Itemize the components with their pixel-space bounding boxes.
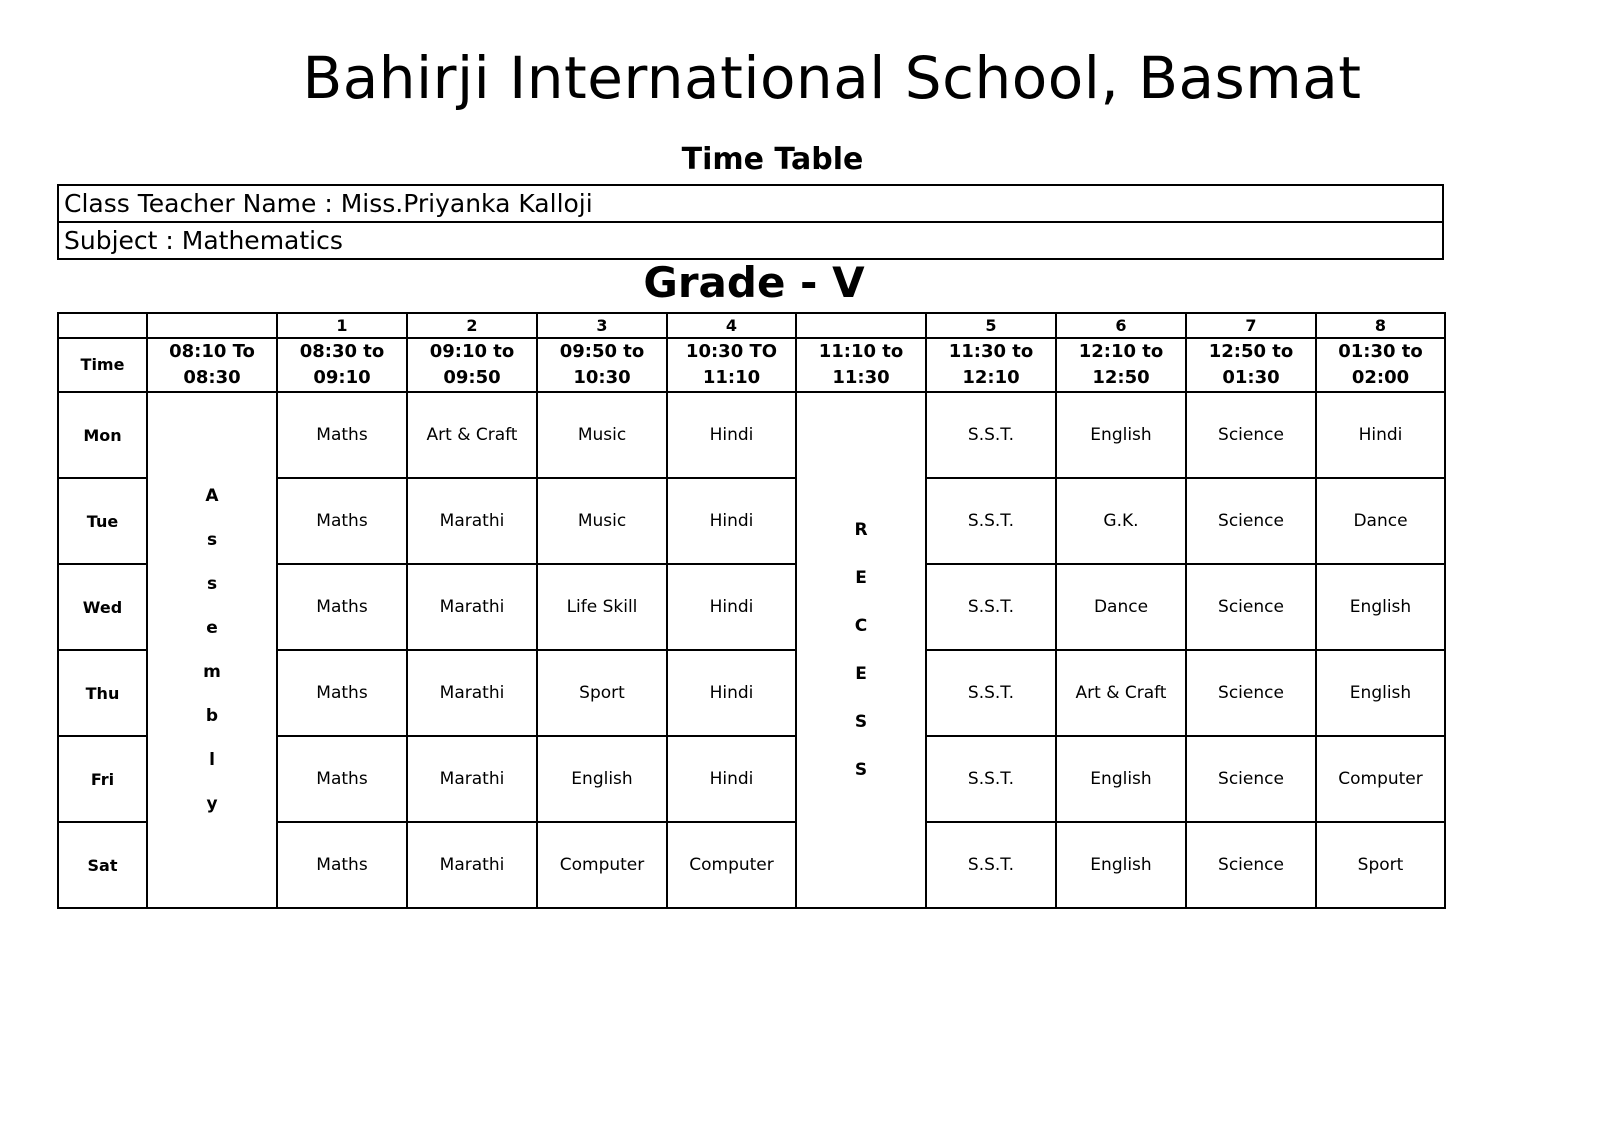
time-slot-start: 08:10 To (169, 341, 255, 362)
assembly-letter: m (203, 662, 221, 682)
assembly-letter: b (205, 706, 219, 726)
subject-cell: Sport (1316, 822, 1445, 908)
period-number: 8 (1316, 313, 1445, 338)
subject-cell: Marathi (407, 650, 537, 736)
recess-cell (796, 392, 926, 908)
time-slot (667, 338, 796, 392)
time-slot-end: 08:30 (183, 367, 241, 388)
subject-cell: Art & Craft (407, 392, 537, 478)
subject-cell: S.S.T. (926, 564, 1056, 650)
time-slot-start: 09:10 to (429, 341, 515, 362)
assembly-letter: A (205, 486, 219, 506)
time-slot-start: 12:10 to (1078, 341, 1164, 362)
time-slot (407, 338, 537, 392)
timetable-grid (57, 312, 1446, 909)
time-slot-end: 11:30 (832, 367, 890, 388)
time-slot-end: 10:30 (573, 367, 631, 388)
subject-cell: Marathi (407, 736, 537, 822)
period-number (796, 313, 926, 338)
subject-cell: English (1056, 736, 1186, 822)
subject-cell: Science (1186, 564, 1316, 650)
subject-cell: Hindi (667, 478, 796, 564)
subject-cell: S.S.T. (926, 736, 1056, 822)
time-slot (1056, 338, 1186, 392)
period-number: 7 (1186, 313, 1316, 338)
day-label: Wed (58, 564, 147, 650)
time-slot-row (58, 338, 1445, 392)
subject-cell: Maths (277, 650, 407, 736)
time-slot (537, 338, 667, 392)
period-number: 6 (1056, 313, 1186, 338)
subject-cell: Hindi (667, 650, 796, 736)
subject-cell: Life Skill (537, 564, 667, 650)
time-slot-start: 01:30 to (1338, 341, 1423, 362)
time-slot-end: 02:00 (1351, 367, 1410, 388)
period-number: 4 (667, 313, 796, 338)
subject-cell: Maths (277, 478, 407, 564)
day-label: Tue (58, 478, 147, 564)
time-label: Time (58, 338, 147, 392)
period-number: 3 (537, 313, 667, 338)
subject-name: Subject : Mathematics (59, 221, 1442, 258)
subject-cell: S.S.T. (926, 650, 1056, 736)
recess-letter: S (854, 712, 868, 732)
assembly-letter: s (206, 574, 218, 594)
subject-cell: Marathi (407, 822, 537, 908)
subject-cell: English (1316, 564, 1445, 650)
time-slot (796, 338, 926, 392)
period-number-row (58, 313, 1445, 338)
subject-cell: Music (537, 392, 667, 478)
time-slot-end: 09:50 (443, 367, 501, 388)
subject-cell: Hindi (667, 736, 796, 822)
subject-cell: Sport (537, 650, 667, 736)
day-row (58, 392, 1445, 478)
subject-cell: Art & Craft (1056, 650, 1186, 736)
subject-cell: English (537, 736, 667, 822)
subject-cell: Dance (1316, 478, 1445, 564)
document-title: Time Table (681, 142, 864, 177)
school-name: Bahirji International School, Basmat (302, 44, 1362, 112)
period-number: 1 (277, 313, 407, 338)
subject-cell: Hindi (667, 564, 796, 650)
time-slot (926, 338, 1056, 392)
day-label: Fri (58, 736, 147, 822)
subject-cell: Marathi (407, 564, 537, 650)
subject-cell: G.K. (1056, 478, 1186, 564)
subject-cell: Science (1186, 478, 1316, 564)
subject-cell: Computer (667, 822, 796, 908)
assembly-cell (147, 392, 277, 908)
subject-cell: Science (1186, 392, 1316, 478)
assembly-letter: e (206, 618, 218, 638)
subject-cell: Hindi (1316, 392, 1445, 478)
subject-cell: English (1056, 392, 1186, 478)
time-slot (277, 338, 407, 392)
subject-cell: Computer (537, 822, 667, 908)
subject-cell: Science (1186, 736, 1316, 822)
corner-cell (58, 313, 147, 338)
time-slot-start: 10:30 TO (685, 341, 778, 362)
grade-title: Grade - V (643, 258, 865, 307)
subject-cell: Computer (1316, 736, 1445, 822)
teacher-info-box (57, 184, 1444, 260)
recess-letter: S (854, 760, 868, 780)
time-slot (147, 338, 277, 392)
class-teacher-name: Class Teacher Name : Miss.Priyanka Kalloji (64, 189, 593, 218)
assembly-letter: y (206, 794, 218, 814)
recess-letter: R (854, 520, 868, 540)
time-slot (1316, 338, 1445, 392)
subject-cell: English (1056, 822, 1186, 908)
time-slot-start: 11:10 to (818, 341, 904, 362)
period-number (147, 313, 277, 338)
time-slot-end: 11:10 (702, 367, 761, 388)
subject-cell: Science (1186, 822, 1316, 908)
subject-cell: Marathi (407, 478, 537, 564)
subject-cell: S.S.T. (926, 822, 1056, 908)
period-number: 2 (407, 313, 537, 338)
recess-letter: E (855, 568, 867, 588)
time-slot-start: 11:30 to (948, 341, 1034, 362)
time-slot-end: 12:50 (1092, 367, 1150, 388)
subject-cell: Music (537, 478, 667, 564)
subject-cell: Maths (277, 392, 407, 478)
subject-cell: Science (1186, 650, 1316, 736)
time-slot-end: 12:10 (962, 367, 1020, 388)
day-label: Sat (58, 822, 147, 908)
assembly-letter: s (206, 530, 218, 550)
subject-cell: Maths (277, 822, 407, 908)
recess-letter: E (855, 664, 867, 684)
subject-cell: English (1316, 650, 1445, 736)
subject-cell: Maths (277, 736, 407, 822)
subject-cell: Maths (277, 564, 407, 650)
period-number: 5 (926, 313, 1056, 338)
time-slot-end: 09:10 (313, 367, 371, 388)
day-label: Mon (58, 392, 147, 478)
subject-cell: Dance (1056, 564, 1186, 650)
time-slot-end: 01:30 (1222, 367, 1280, 388)
time-slot-start: 12:50 to (1208, 341, 1294, 362)
time-slot-start: 09:50 to (559, 341, 645, 362)
assembly-letter: l (209, 750, 215, 770)
time-slot-start: 08:30 to (299, 341, 385, 362)
recess-letter: C (854, 616, 868, 636)
subject-cell: S.S.T. (926, 392, 1056, 478)
subject-cell: S.S.T. (926, 478, 1056, 564)
time-slot (1186, 338, 1316, 392)
subject-cell: Hindi (667, 392, 796, 478)
day-label: Thu (58, 650, 147, 736)
